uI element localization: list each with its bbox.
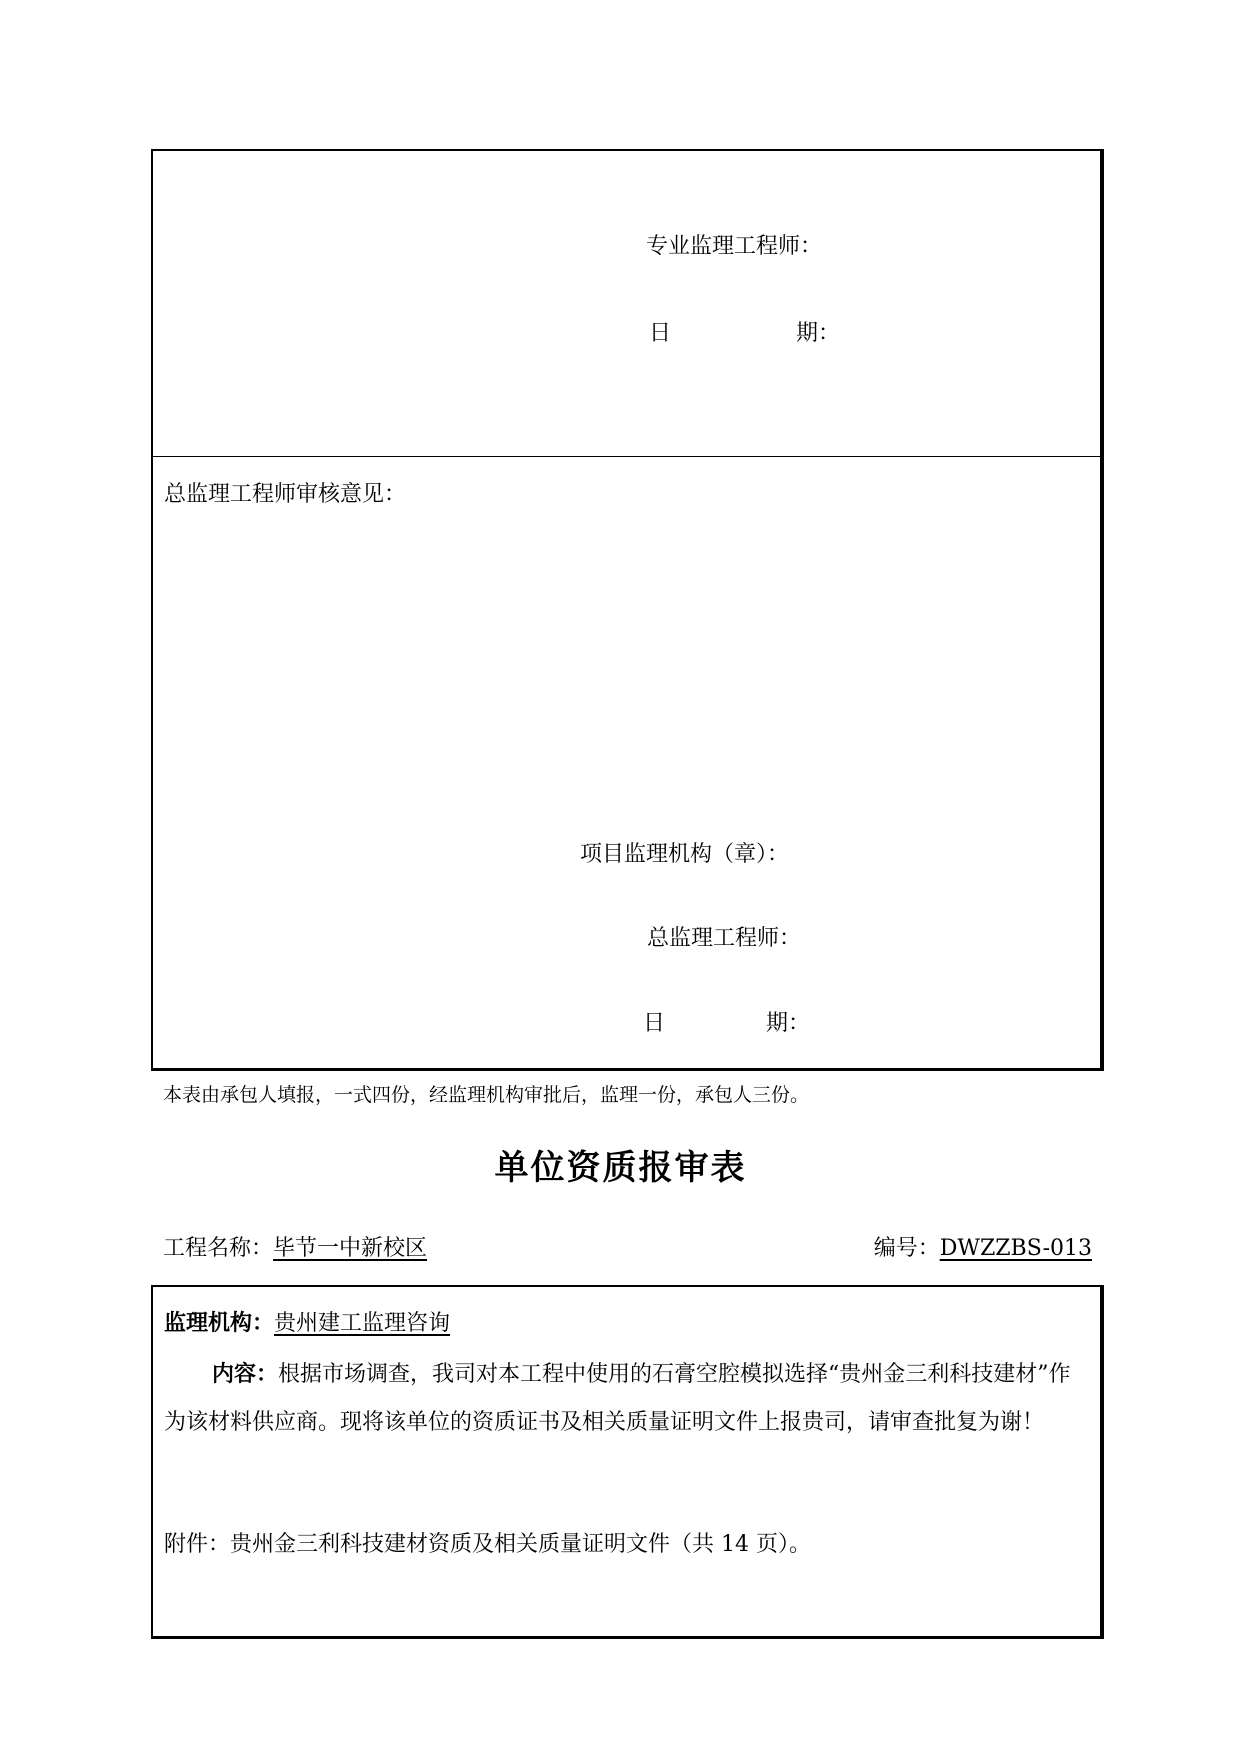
content-paragraph (164, 1350, 1089, 1447)
content-text: 根据市场调查，我司对本工程中使用的石膏空腔模拟选择“贵州金三利科技建材”作为该材料供应商。现将该单位的资质证书及相关质量证明文件上报贵司，请审查批复为谢！ (164, 1362, 1071, 1435)
date-label-char2: 期： (796, 321, 841, 346)
chief-engineer-label: 总监理工程师： (647, 926, 802, 951)
form-title: 单位资质报审表 (494, 1148, 747, 1188)
supervision-org-label: 监理机构： (164, 1310, 275, 1336)
qualification-table (151, 1285, 1104, 1639)
footnote: 本表由承包人填报，一式四份，经监理机构审批后，监理一份，承包人三份。 (163, 1084, 810, 1106)
supervision-org-value: 贵州建工监理咨询 (274, 1311, 451, 1336)
project-name-row (163, 1231, 427, 1262)
approval-table (151, 149, 1104, 1071)
table-divider (153, 456, 1100, 457)
serial-value: DWZZBS-013 (939, 1236, 1092, 1261)
project-name-label: 工程名称： (163, 1236, 274, 1261)
project-name-value: 毕节一中新校区 (273, 1236, 428, 1261)
attachment-text: 附件：贵州金三利科技建材资质及相关质量证明文件（共 14 页）。 (164, 1532, 811, 1557)
serial-number-row (874, 1231, 1092, 1262)
serial-label: 编号： (873, 1236, 940, 1261)
date-label-char2: 期： (766, 1011, 811, 1036)
chief-opinion-label: 总监理工程师审核意见： (164, 482, 407, 507)
supervision-org-row (164, 1306, 450, 1337)
date-label-char1: 日 (649, 321, 672, 346)
specialist-engineer-label: 专业监理工程师： (646, 234, 823, 259)
org-seal-label: 项目监理机构（章）： (580, 842, 790, 867)
content-label: 内容： (212, 1361, 279, 1387)
date-label-char1: 日 (643, 1011, 666, 1036)
